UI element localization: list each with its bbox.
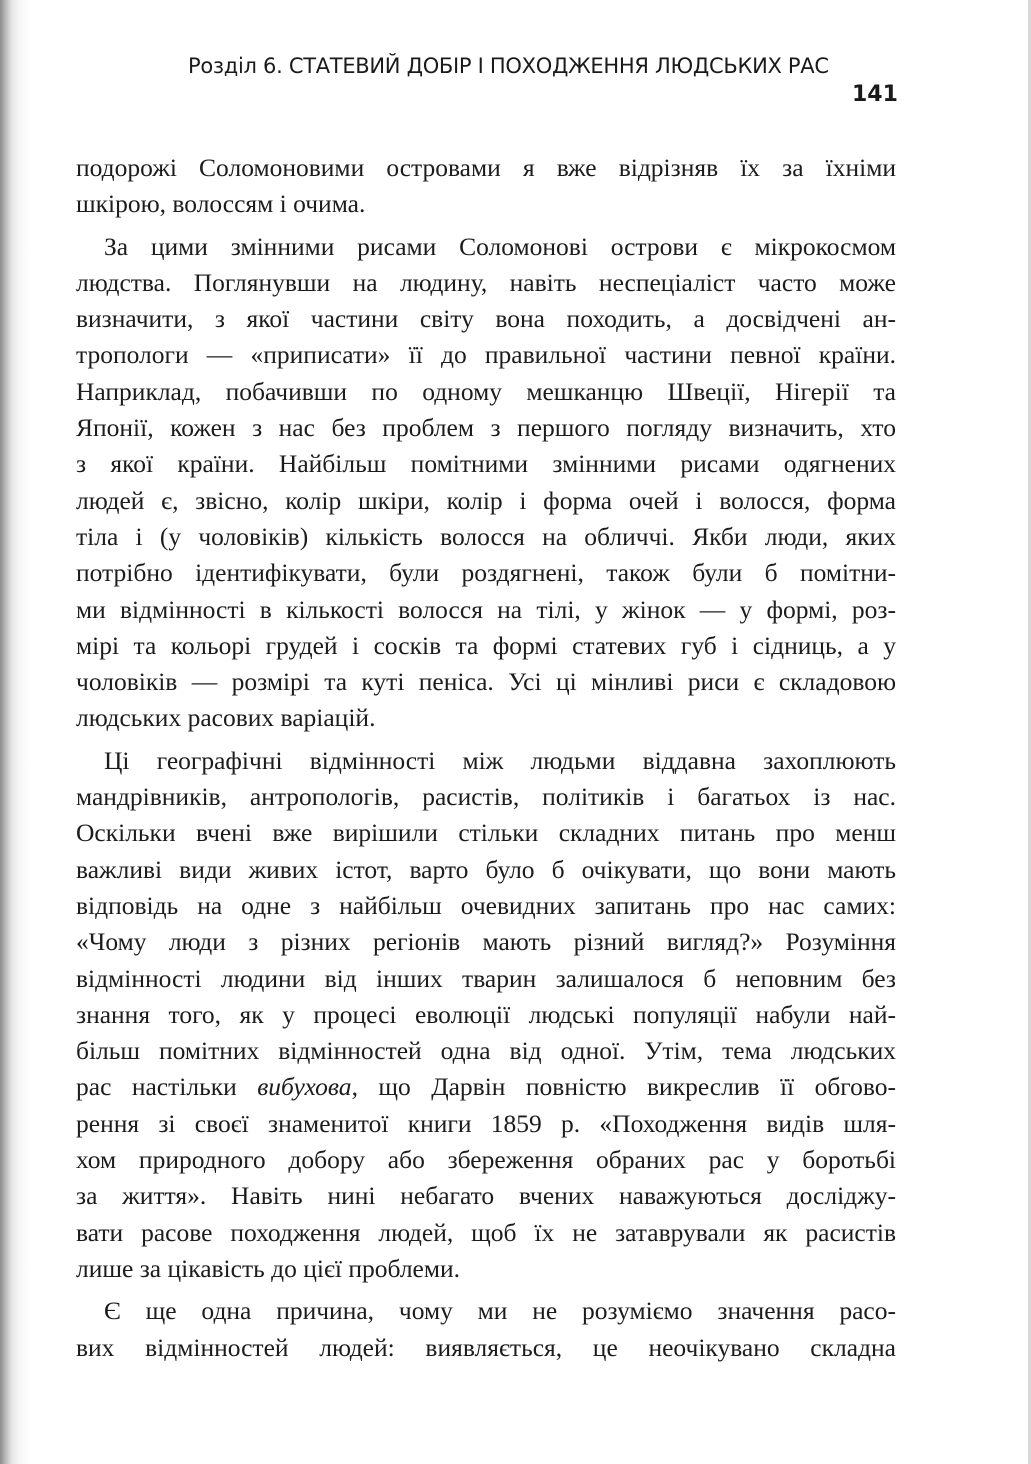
text-line: знання того, як у процесі еволюції людські популяції набули най-	[76, 999, 896, 1029]
text-line: тіла і (у чоловіків) кількість волосся на обличчі. Якби люди, яких	[76, 521, 896, 551]
text-run: , що Дарвін повністю викреслив її обгово-	[351, 1072, 896, 1102]
text-line: більш помітних відмінностей одна від одної. Утім, тема людських	[76, 1036, 896, 1066]
italic-word: вибухова	[257, 1072, 352, 1102]
text-line: вати расове походження людей, щоб їх не затаврували як расистів	[76, 1217, 896, 1247]
text-line: визначити, з якої частини світу вона походить, а досвідчені ан-	[76, 304, 896, 334]
paragraph	[76, 229, 896, 737]
text-line: людських расових варіацій.	[76, 703, 376, 733]
text-line: вих відмінностей людей: виявляється, це неочікувано складна	[76, 1332, 896, 1362]
text-line: людей є, звісно, колір шкіри, колір і форма очей і волосся, форма	[76, 485, 896, 515]
text-line: Японії, кожен з нас без проблем з першого погляду визначить, хто	[76, 413, 896, 443]
text-line: «Чому люди з різних регіонів мають різний вигляд?» Розуміння	[76, 927, 896, 957]
paragraph	[76, 1293, 896, 1366]
text-line: тропологи — «приписати» її до правильної частини певної країни.	[76, 340, 896, 370]
body-text	[76, 150, 896, 1366]
text-line: лише за цікавість до цієї проблеми.	[76, 1253, 461, 1283]
text-line: рення зі своєї знаменитої книги 1859 р. «Походження видів шля-	[76, 1108, 896, 1138]
text-line: людства. Поглянувши на людину, навіть неспеціаліст часто може	[76, 267, 896, 297]
paragraph	[76, 743, 896, 1287]
page-number: 141	[852, 82, 898, 107]
text-line: Наприклад, побачивши по одному мешканцю Швеції, Нігерії та	[76, 376, 896, 406]
text-line-with-italic	[76, 1069, 896, 1105]
text-line: Є ще одна причина, чому ми не розуміємо значення расо-	[104, 1296, 896, 1326]
text-line: подорожі Соломоновими островами я вже відрізняв їх за їхніми	[76, 153, 896, 182]
text-line: за життя». Навіть нині небагато вчених наважуються досліджу-	[76, 1181, 896, 1211]
text-line: чоловіків — розмірі та куті пеніса. Усі ці мінливі риси є складовою	[76, 667, 896, 697]
text-line: Оскільки вчені вже вирішили стільки складних питань про менш	[76, 818, 896, 848]
text-line: шкірою, волоссям і очима.	[76, 189, 366, 219]
text-line: з якої країни. Найбільш помітними змінними рисами одягнених	[76, 449, 896, 479]
text-line: ми відмінності в кількості волосся на тілі, у жінок — у формі, роз-	[76, 594, 896, 624]
text-line: хом природного добору або збереження обраних рас у боротьбі	[76, 1145, 896, 1175]
text-run: рас настільки	[76, 1072, 258, 1102]
paragraph	[76, 150, 896, 223]
text-line: важливі види живих істот, варто було б очікувати, що вони мають	[76, 854, 896, 884]
running-head: Розділ 6. СТАТЕВИЙ ДОБІР І ПОХОДЖЕННЯ ЛЮДСЬКИХ РАС	[188, 54, 829, 78]
text-line: мандрівників, антропологів, расистів, політиків і багатьох із нас.	[76, 782, 896, 812]
text-line: За цими змінними рисами Соломонові острови є мікрокосмом	[104, 231, 896, 261]
text-line: мірі та кольорі грудей і сосків та формі статевих губ і сідниць, а у	[76, 630, 896, 660]
text-line: відповідь на одне з найбільш очевидних запитань про нас самих:	[76, 890, 896, 920]
text-line: відмінності людини від інших тварин залишалося б неповним без	[76, 963, 896, 993]
text-line: потрібно ідентифікувати, були роздягнені, також були б помітни-	[76, 558, 896, 588]
text-line: Ці географічні відмінності між людьми віддавна захоплюють	[104, 745, 896, 775]
